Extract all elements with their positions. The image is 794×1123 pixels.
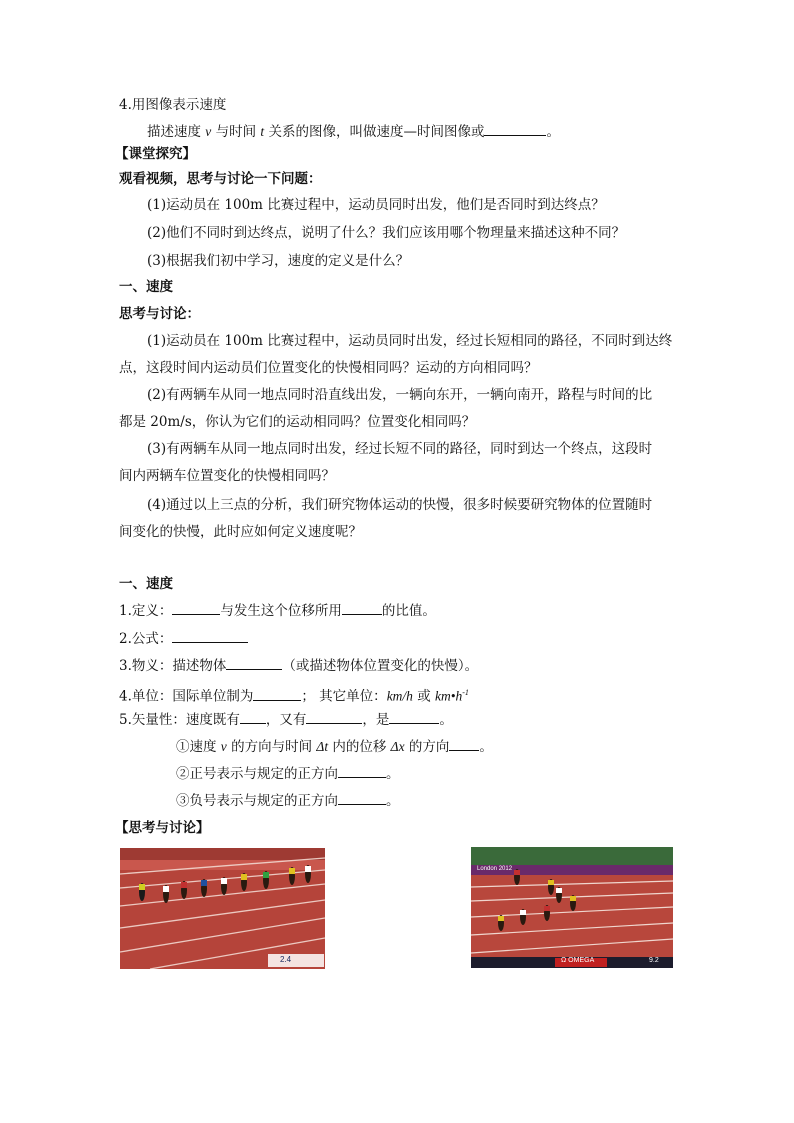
section-heading-graph: 4.用图像表示速度 xyxy=(119,97,227,113)
discuss-4-line1: (4)通过以上三点的分析，我们研究物体运动的快慢，很多时候要研究物体的位置随时 xyxy=(147,497,653,513)
discuss-3-line1: (3)有两辆车从同一地点同时出发，经过长短不同的路径，同时到达一个终点，这段时 xyxy=(147,441,653,457)
answer-blank[interactable] xyxy=(449,738,479,751)
omega-logo-text: Ω OMEGA xyxy=(561,957,595,964)
discuss-label: 思考与讨论： xyxy=(119,306,200,322)
vector-sub-3: ③负号表示与规定的正方向 。 xyxy=(176,793,400,809)
vector-sub-1: ①速度 v 的方向与时间 Δt 内的位移 Δx 的方向 。 xyxy=(176,739,493,755)
vector-sub-2: ②正号表示与规定的正方向 。 xyxy=(176,766,400,782)
answer-blank[interactable] xyxy=(240,711,266,724)
discuss-2-line2: 都是 20m/s，你认为它们的运动相同吗？位置变化相同吗？ xyxy=(119,414,476,430)
discuss-1-line1: (1)运动员在 100m 比赛过程中，运动员同时出发，经过长短相同的路径，不同时到达终 xyxy=(147,333,673,349)
sprint-photo-right xyxy=(471,847,673,968)
answer-blank[interactable] xyxy=(172,630,248,643)
explore-prompt: 观看视频，思考与讨论一下问题： xyxy=(119,171,322,187)
answer-blank[interactable] xyxy=(306,711,362,724)
discuss-1-line2: 点，这段时间内运动员们位置变化的快慢相同吗？运动的方向相同吗？ xyxy=(119,360,538,376)
definition-line: 1.定义： 与发生这个位移所用 的比值。 xyxy=(119,603,436,619)
graph-description: 描述速度 v 与时间 t 关系的图像，叫做速度—时间图像或 。 xyxy=(147,124,560,140)
discuss2-title: 【思考与讨论】 xyxy=(115,820,210,836)
explore-question-2: (2)他们不同时到达终点，说明了什么？我们应该用哪个物理量来描述这种不同？ xyxy=(147,225,626,241)
section-heading-velocity-2: 一、速度 xyxy=(119,576,173,592)
explore-question-1: (1)运动员在 100m 比赛过程中，运动员同时出发，他们是否同时到达终点？ xyxy=(147,197,605,213)
explore-title: 【课堂探究】 xyxy=(115,146,196,162)
formula-line: 2.公式： xyxy=(119,630,248,648)
explore-question-3: (3)根据我们初中学习，速度的定义是什么？ xyxy=(147,253,410,269)
answer-blank[interactable] xyxy=(338,792,386,805)
sprint-photo-left xyxy=(120,848,325,969)
unit-line: 4.单位：国际单位制为 ； 其它单位：km/h 或 $km•h^{-1}$ xyxy=(119,688,469,705)
discuss-4-line2: 间变化的快慢，此时应如何定义速度呢？ xyxy=(119,524,362,540)
meaning-line: 3.物义：描述物体 （或描述物体位置变化的快慢）。 xyxy=(119,658,479,674)
vector-line: 5.矢量性：速度既有 ，又有 ，是 。 xyxy=(119,712,453,728)
score-overlay-right: 9.2 xyxy=(649,957,659,964)
answer-blank[interactable] xyxy=(342,602,382,615)
section-heading-velocity: 一、速度 xyxy=(119,279,173,295)
banner-text: London 2012 xyxy=(477,866,513,872)
answer-blank[interactable] xyxy=(226,657,282,670)
answer-blank[interactable] xyxy=(172,602,220,615)
score-overlay-left: 2.4 xyxy=(280,955,292,964)
answer-blank[interactable] xyxy=(389,711,439,724)
discuss-3-line2: 间内两辆车位置变化的快慢相同吗？ xyxy=(119,468,335,484)
discuss-2-line1: (2)有两辆车从同一地点同时沿直线出发，一辆向东开，一辆向南开，路程与时间的比 xyxy=(147,387,653,403)
answer-blank[interactable] xyxy=(484,123,546,136)
answer-blank[interactable] xyxy=(338,765,386,778)
answer-blank[interactable] xyxy=(253,688,301,701)
